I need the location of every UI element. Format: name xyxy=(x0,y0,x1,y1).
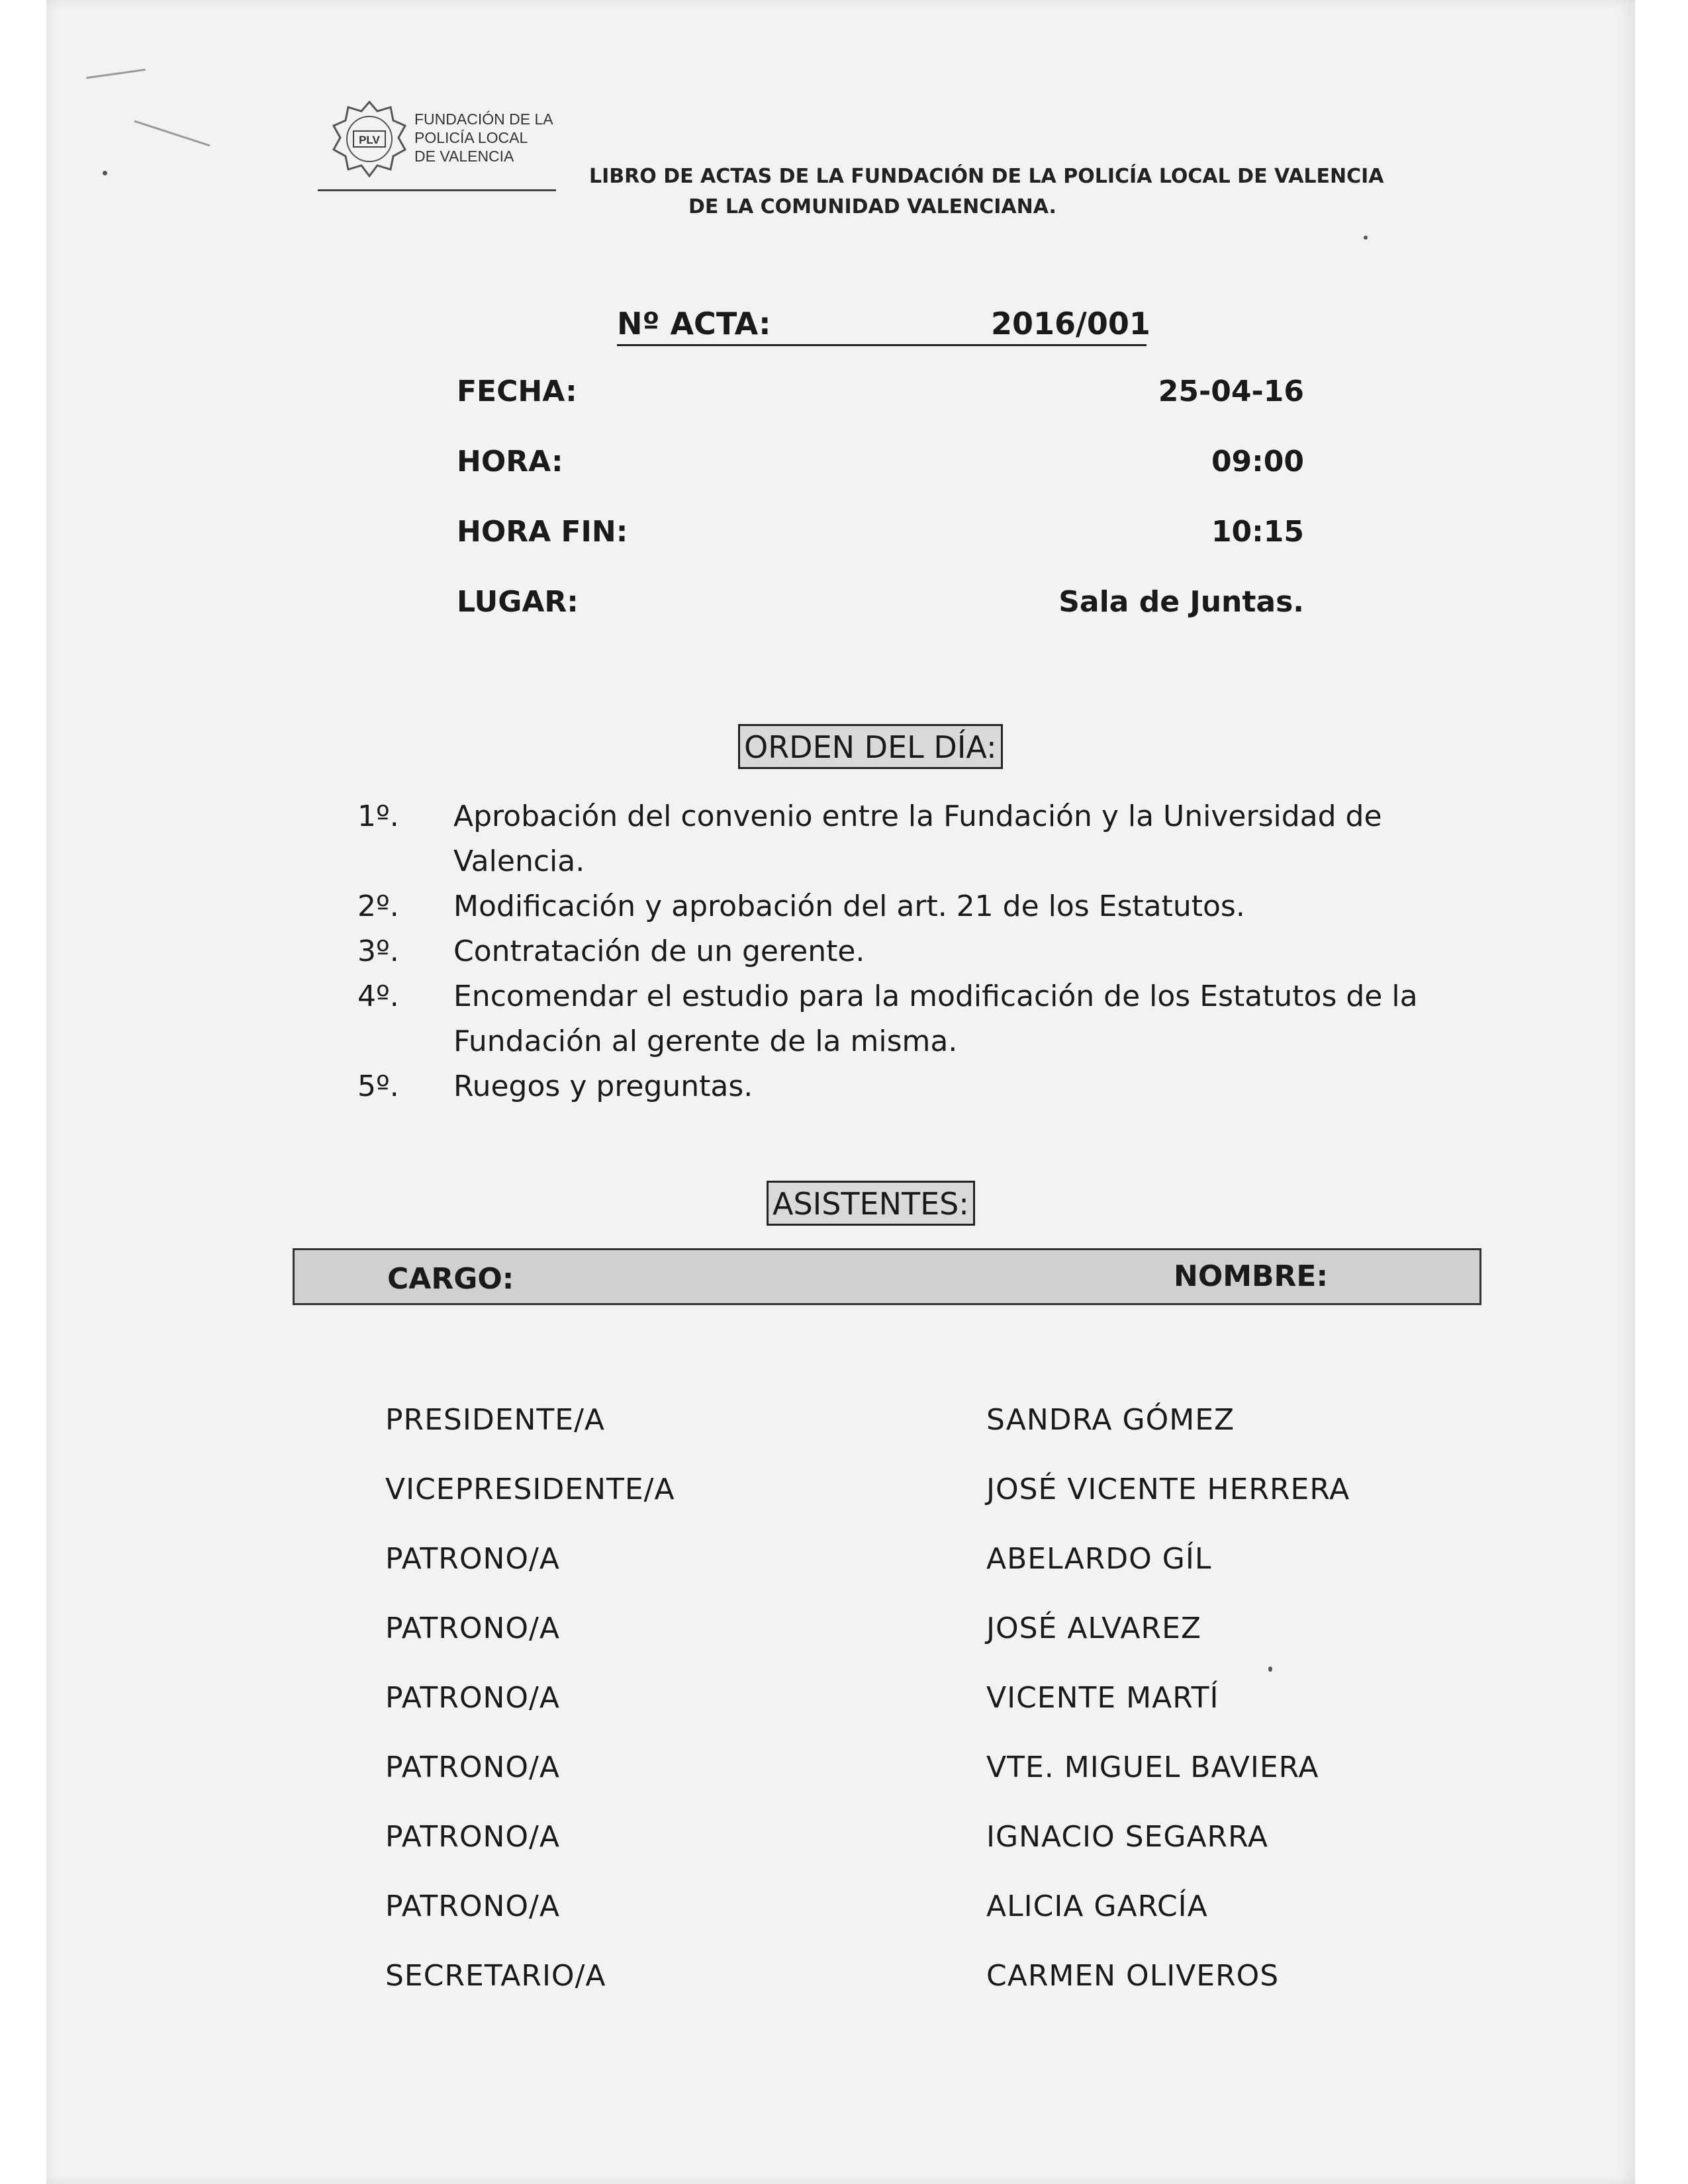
acta-number-row xyxy=(617,306,1150,346)
meta-value: 10:15 xyxy=(1211,515,1304,549)
table-row xyxy=(385,1959,1444,2028)
logo-underline xyxy=(318,189,556,191)
table-row xyxy=(385,1889,1444,1959)
table-row xyxy=(385,1403,1444,1473)
attendee-cargo: PATRONO/A xyxy=(385,1681,560,1715)
table-row xyxy=(385,1751,1444,1820)
attendee-nombre: JOSÉ ALVAREZ xyxy=(986,1612,1202,1645)
logo-line: FUNDACIÓN DE LA xyxy=(414,111,553,128)
staple-mark xyxy=(86,69,146,79)
agenda-item xyxy=(357,884,1483,929)
agenda-item-text: Contratación de un gerente. xyxy=(453,934,865,968)
column-header-nombre: NOMBRE: xyxy=(1174,1259,1329,1293)
attendees-table xyxy=(385,1403,1444,2028)
agenda-item xyxy=(357,929,1483,974)
attendee-nombre: VTE. MIGUEL BAVIERA xyxy=(986,1751,1319,1784)
agenda-item-number: 2º. xyxy=(357,889,399,923)
attendee-nombre: IGNACIO SEGARRA xyxy=(986,1820,1269,1854)
table-row xyxy=(385,1681,1444,1751)
document-header xyxy=(589,161,1463,222)
scan-speck xyxy=(1364,236,1368,240)
attendee-cargo: PATRONO/A xyxy=(385,1542,560,1576)
meta-label: HORA: xyxy=(457,445,563,478)
logo-line: POLICÍA LOCAL xyxy=(414,129,528,146)
logo-wordmark xyxy=(414,110,567,165)
agenda-list xyxy=(357,794,1483,1109)
agenda-item xyxy=(357,794,1483,884)
agenda-item-number: 1º. xyxy=(357,799,399,833)
agenda-item-number: 3º. xyxy=(357,934,399,968)
attendee-cargo: PATRONO/A xyxy=(385,1751,560,1784)
attendee-cargo: VICEPRESIDENTE/A xyxy=(385,1473,675,1506)
agenda-item-text: Aprobación del convenio entre la Fundación y la Universidad de Valencia. xyxy=(453,799,1382,878)
header-title-line-1: LIBRO DE ACTAS DE LA FUNDACIÓN DE LA POLICÍA LOCAL DE VALENCIA xyxy=(589,165,1384,188)
meta-value: 25-04-16 xyxy=(1158,375,1304,408)
column-header-cargo: CARGO: xyxy=(387,1262,514,1296)
attendees-table-header xyxy=(293,1248,1481,1305)
attendee-cargo: PATRONO/A xyxy=(385,1820,560,1854)
acta-number-label: Nº ACTA: xyxy=(617,306,771,341)
meta-value: Sala de Juntas. xyxy=(1058,585,1304,619)
meta-row-hora xyxy=(457,445,1304,484)
agenda-item xyxy=(357,974,1483,1064)
meta-label: LUGAR: xyxy=(457,585,579,619)
meta-label: FECHA: xyxy=(457,375,577,408)
document-page xyxy=(46,0,1635,2184)
meta-row-hora-fin xyxy=(457,515,1304,555)
attendee-nombre: SANDRA GÓMEZ xyxy=(986,1403,1235,1437)
agenda-item xyxy=(357,1064,1483,1109)
header-title-line-2: DE LA COMUNIDAD VALENCIANA. xyxy=(688,195,1056,218)
meta-value: 09:00 xyxy=(1211,445,1304,478)
meta-label: HORA FIN: xyxy=(457,515,628,549)
asistentes-heading: ASISTENTES: xyxy=(767,1181,975,1226)
attendee-cargo: PRESIDENTE/A xyxy=(385,1403,606,1437)
logo-badge-text: PLV xyxy=(359,134,380,146)
scan-speck xyxy=(103,171,107,175)
logo-line: DE VALENCIA xyxy=(414,148,514,165)
attendee-cargo: SECRETARIO/A xyxy=(385,1959,606,1993)
table-row xyxy=(385,1542,1444,1612)
meta-row-fecha xyxy=(457,375,1304,414)
foundation-logo xyxy=(330,99,553,192)
agenda-item-text: Encomendar el estudio para la modificación de los Estatutos de la Fundación al gerente de la misma. xyxy=(453,979,1418,1058)
attendee-cargo: PATRONO/A xyxy=(385,1612,560,1645)
acta-number-value: 2016/001 xyxy=(991,306,1150,341)
agenda-item-text: Ruegos y preguntas. xyxy=(453,1069,753,1103)
orden-del-dia-heading: ORDEN DEL DÍA: xyxy=(738,724,1003,769)
police-badge-icon xyxy=(330,99,409,179)
agenda-item-text: Modificación y aprobación del art. 21 de los Estatutos. xyxy=(453,889,1245,923)
attendee-nombre: JOSÉ VICENTE HERRERA xyxy=(986,1473,1350,1506)
table-row xyxy=(385,1820,1444,1889)
meta-row-lugar xyxy=(457,585,1304,625)
attendee-nombre: VICENTE MARTÍ xyxy=(986,1681,1219,1715)
table-row xyxy=(385,1612,1444,1681)
attendee-nombre: ALICIA GARCÍA xyxy=(986,1889,1208,1923)
attendee-nombre: CARMEN OLIVEROS xyxy=(986,1959,1280,1993)
table-row xyxy=(385,1473,1444,1542)
attendee-cargo: PATRONO/A xyxy=(385,1889,560,1923)
staple-mark xyxy=(134,120,210,147)
attendee-nombre: ABELARDO GÍL xyxy=(986,1542,1212,1576)
agenda-item-number: 4º. xyxy=(357,979,399,1013)
agenda-item-number: 5º. xyxy=(357,1069,399,1103)
